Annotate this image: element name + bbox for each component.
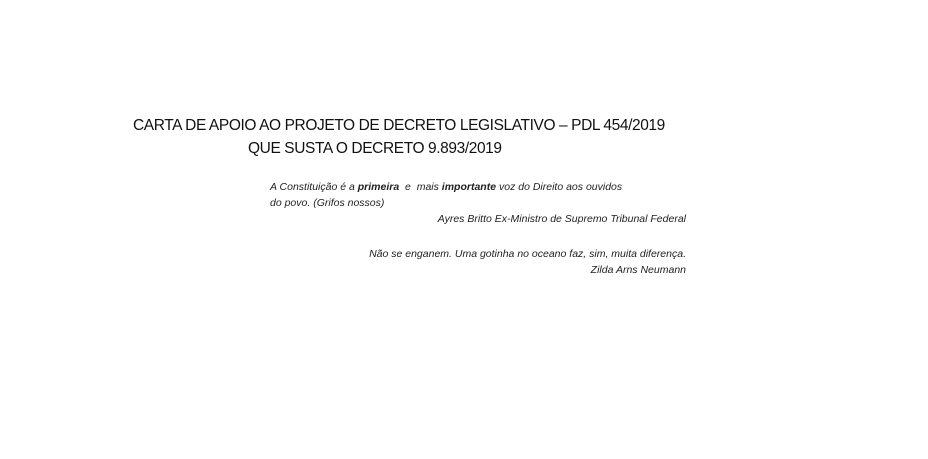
epigraph-1-bold-primeira: primeira: [357, 181, 400, 193]
epigraph-1-text-c: voz do Direito aos ouvidos: [496, 181, 623, 193]
epigraph-1-bold-importante: importante: [441, 181, 497, 193]
epigraph-2-text: Não se enganem. Uma gotinha no oceano faz, sim, muita diferença.: [369, 248, 686, 260]
epigraph-1-line-2: do povo. (Grifos nossos): [270, 197, 385, 209]
document-title-line-2: QUE SUSTA O DECRETO 9.893/2019: [248, 140, 502, 157]
document-title-line-1: CARTA DE APOIO AO PROJETO DE DECRETO LEGISLATIVO – PDL 454/2019: [133, 117, 665, 134]
epigraph-2-author: Zilda Arns Neumann: [590, 264, 686, 276]
epigraph-1-text-a: A Constituição é a: [270, 181, 358, 193]
epigraph-1-text-b: e mais: [399, 181, 442, 193]
epigraph-1-line-1: [270, 181, 622, 193]
epigraph-1-author: Ayres Britto Ex-Ministro de Supremo Tribunal Federal: [437, 213, 686, 225]
